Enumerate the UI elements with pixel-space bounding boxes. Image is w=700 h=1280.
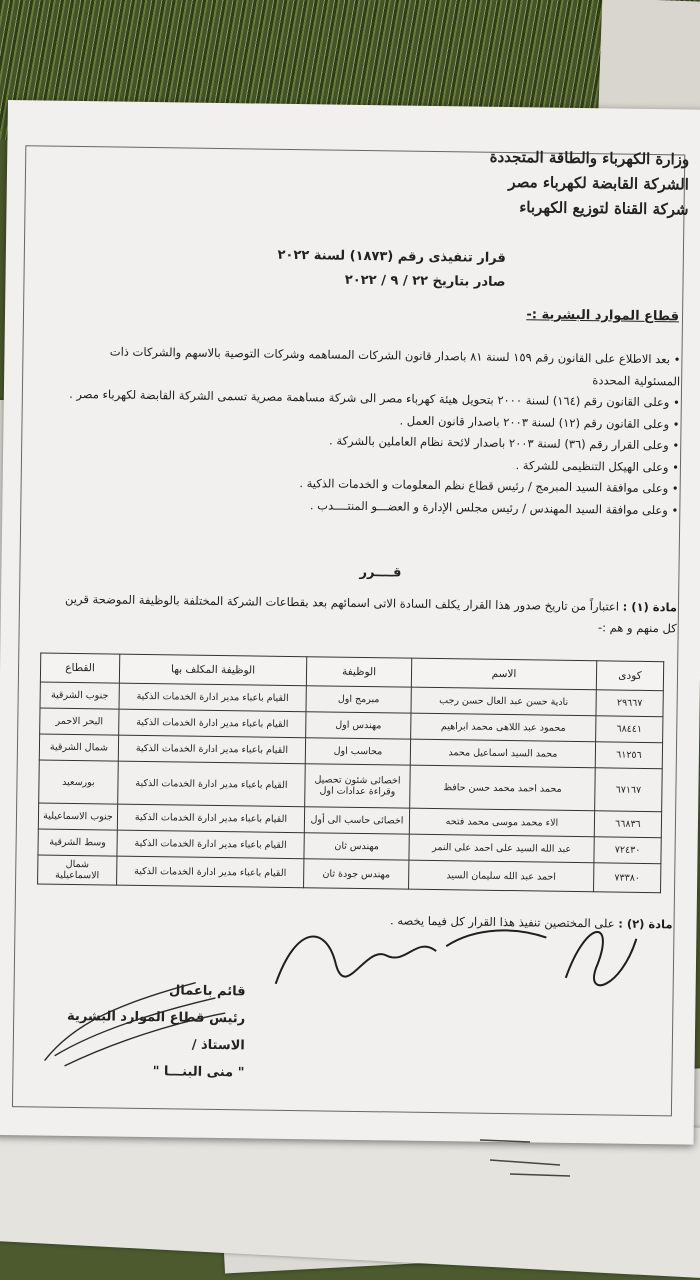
article-2-text: على المختصين تنفيذ هذا القرار كل فيما يخصه . <box>389 913 615 931</box>
cell-name: نادية حسن عبد العال حسن رجب <box>411 687 596 716</box>
cell-assignment: القيام باعباء مدير ادارة الخدمات الذكية <box>118 761 306 807</box>
handwritten-notes <box>470 1130 590 1180</box>
cell-name: عبد الله السيد على احمد على النمر <box>409 834 594 863</box>
article-1-text: اعتباراً من تاريخ صدور هذا القرار يكلف السادة الاتى اسمائهم بعد بقطاعات الشركة المختلفة بالوظيفة الموضحة قرين كل منهم و هم :- <box>65 591 677 636</box>
preamble-item: • وعلى الهيكل التنظيمى للشركة . <box>59 448 679 478</box>
cell-job: مهندس اول <box>306 712 411 739</box>
cell-assignment: القيام باعباء مدير ادارة الخدمات الذكية <box>119 683 306 712</box>
signature-title: الاستاذ / <box>191 1037 245 1054</box>
cell-job: مهندس جودة ثان <box>304 859 409 889</box>
cell-code: ٦٨٤٤١ <box>596 716 663 743</box>
cell-job: محاسب اول <box>305 738 410 765</box>
cell-code: ٦١٢٥٦ <box>595 742 662 769</box>
ministry-name: وزارة الكهرباء والطاقة المتجددة <box>489 147 690 169</box>
holding-company-name: الشركة القابضة لكهرباء مصر <box>508 172 690 194</box>
cell-name: محمد السيد اسماعيل محمد <box>410 739 595 768</box>
preamble-item: • بعد الاطلاع على القانون رقم ١٥٩ لسنة ٨١ باصدار قانون الشركات المساهمه وشركات التوصية بالاسهم والشركات ذات المسئولية المحددة <box>60 341 681 393</box>
cell-assignment: القيام باعباء مدير ادارة الخدمات الذكية <box>117 804 304 833</box>
column-header: كودى <box>596 661 663 691</box>
cell-code: ٧٢٤٣٠ <box>594 837 661 864</box>
preamble-item: • وعلى القرار رقم (٣٦) لسنة ٢٠٠٣ باصدار لائحة نظام العاملين بالشركة . <box>59 427 679 457</box>
article-1 <box>57 589 678 640</box>
preamble-item: • وعلى القانون رقم (١٢) لسنة ٢٠٠٣ باصدار قانون العمل . <box>59 405 679 435</box>
cell-assignment: القيام باعباء مدير ادارة الخدمات الذكية <box>118 735 305 764</box>
preamble-item: • وعلى موافقة السيد المهندس / رئيس مجلس الإدارة و العضـــو المنتــــدب . <box>58 491 678 521</box>
column-header: القطاع <box>40 653 119 683</box>
cell-sector: وسط الشرقية <box>38 829 117 856</box>
cell-name: محمد احمد محمد حسن حافظ <box>410 765 596 811</box>
cell-name: الاء محمد موسى محمد فتحه <box>409 808 594 837</box>
cell-sector: جنوب الاسماعيلية <box>38 803 117 830</box>
cell-job: مبرمج اول <box>306 686 411 713</box>
decision-number: قرار تنفيذى رقم (١٨٧٣) لسنة ٢٠٢٢ <box>277 247 506 266</box>
article-1-label: مادة (١) : <box>622 599 678 615</box>
preamble-list <box>58 341 680 522</box>
decision-date: صادر بتاريخ ٢٢ / ٩ / ٢٠٢٢ <box>344 272 506 290</box>
cell-sector: شمال الاسماعيلية <box>38 855 117 885</box>
signatory-name: " منى البنـــا " <box>152 1064 245 1081</box>
cell-job: اخصائى شئون تحصيل وقراءة عدادات اول <box>305 764 411 808</box>
article-2-label: مادة (٢) : <box>618 916 673 932</box>
column-header: الاسم <box>411 658 596 690</box>
cell-name: احمد عبد الله سليمان السيد <box>409 860 594 892</box>
handwritten-signature <box>34 960 236 1083</box>
cell-assignment: القيام باعباء مدير ادارة الخدمات الذكية <box>119 709 306 738</box>
handwritten-signature <box>265 904 646 1019</box>
cell-sector: جنوب الشرقية <box>40 682 119 709</box>
employees-table <box>37 653 664 894</box>
column-header: الوظيفة <box>306 657 411 687</box>
preamble-item: • وعلى القانون رقم (١٦٤) لسنة ٢٠٠٠ بتحويل هيئة كهرباء مصر الى شركة مساهمة مصرية تسمى الشركة القابضة لكهرباء مصر . <box>60 384 680 414</box>
decides-heading: قــــرر <box>359 564 402 581</box>
cell-sector: بورسعيد <box>39 760 119 804</box>
cell-sector: شمال الشرقية <box>39 734 118 761</box>
cell-assignment: القيام باعباء مدير ادارة الخدمات الذكية <box>117 830 304 859</box>
sector-title: قطاع الموارد البشرية :- <box>526 307 680 325</box>
cell-job: اخصائى حاسب الى أول <box>304 807 409 834</box>
cell-assignment: القيام باعباء مدير ادارة الخدمات الذكية <box>117 856 304 888</box>
cell-code: ٦٧١٦٧ <box>595 768 663 812</box>
cell-job: مهندس ثان <box>304 833 409 860</box>
cell-code: ٢٩٦٦٧ <box>596 690 663 717</box>
cell-code: ٧٣٣٨٠ <box>594 863 661 893</box>
document-page <box>0 100 700 1145</box>
letterhead <box>489 145 690 223</box>
cell-name: محمود عبد اللاهى محمد ابراهيم <box>411 713 596 742</box>
cell-code: ٦٦٨٣٦ <box>594 811 661 838</box>
decision-header <box>277 244 506 295</box>
signature-title: رئيس قطاع الموارد البشرية <box>66 1008 246 1027</box>
preamble-item: • وعلى موافقة السيد المبرمج / رئيس قطاع نظم المعلومات و الخدمات الذكية . <box>59 470 679 500</box>
signature-title: قائم باعمال <box>168 983 246 1000</box>
column-header: الوظيفة المكلف بها <box>119 654 306 686</box>
cell-sector: البحر الاحمر <box>40 708 119 735</box>
company-name: شركة القناة لتوزيع الكهرباء <box>519 198 689 219</box>
